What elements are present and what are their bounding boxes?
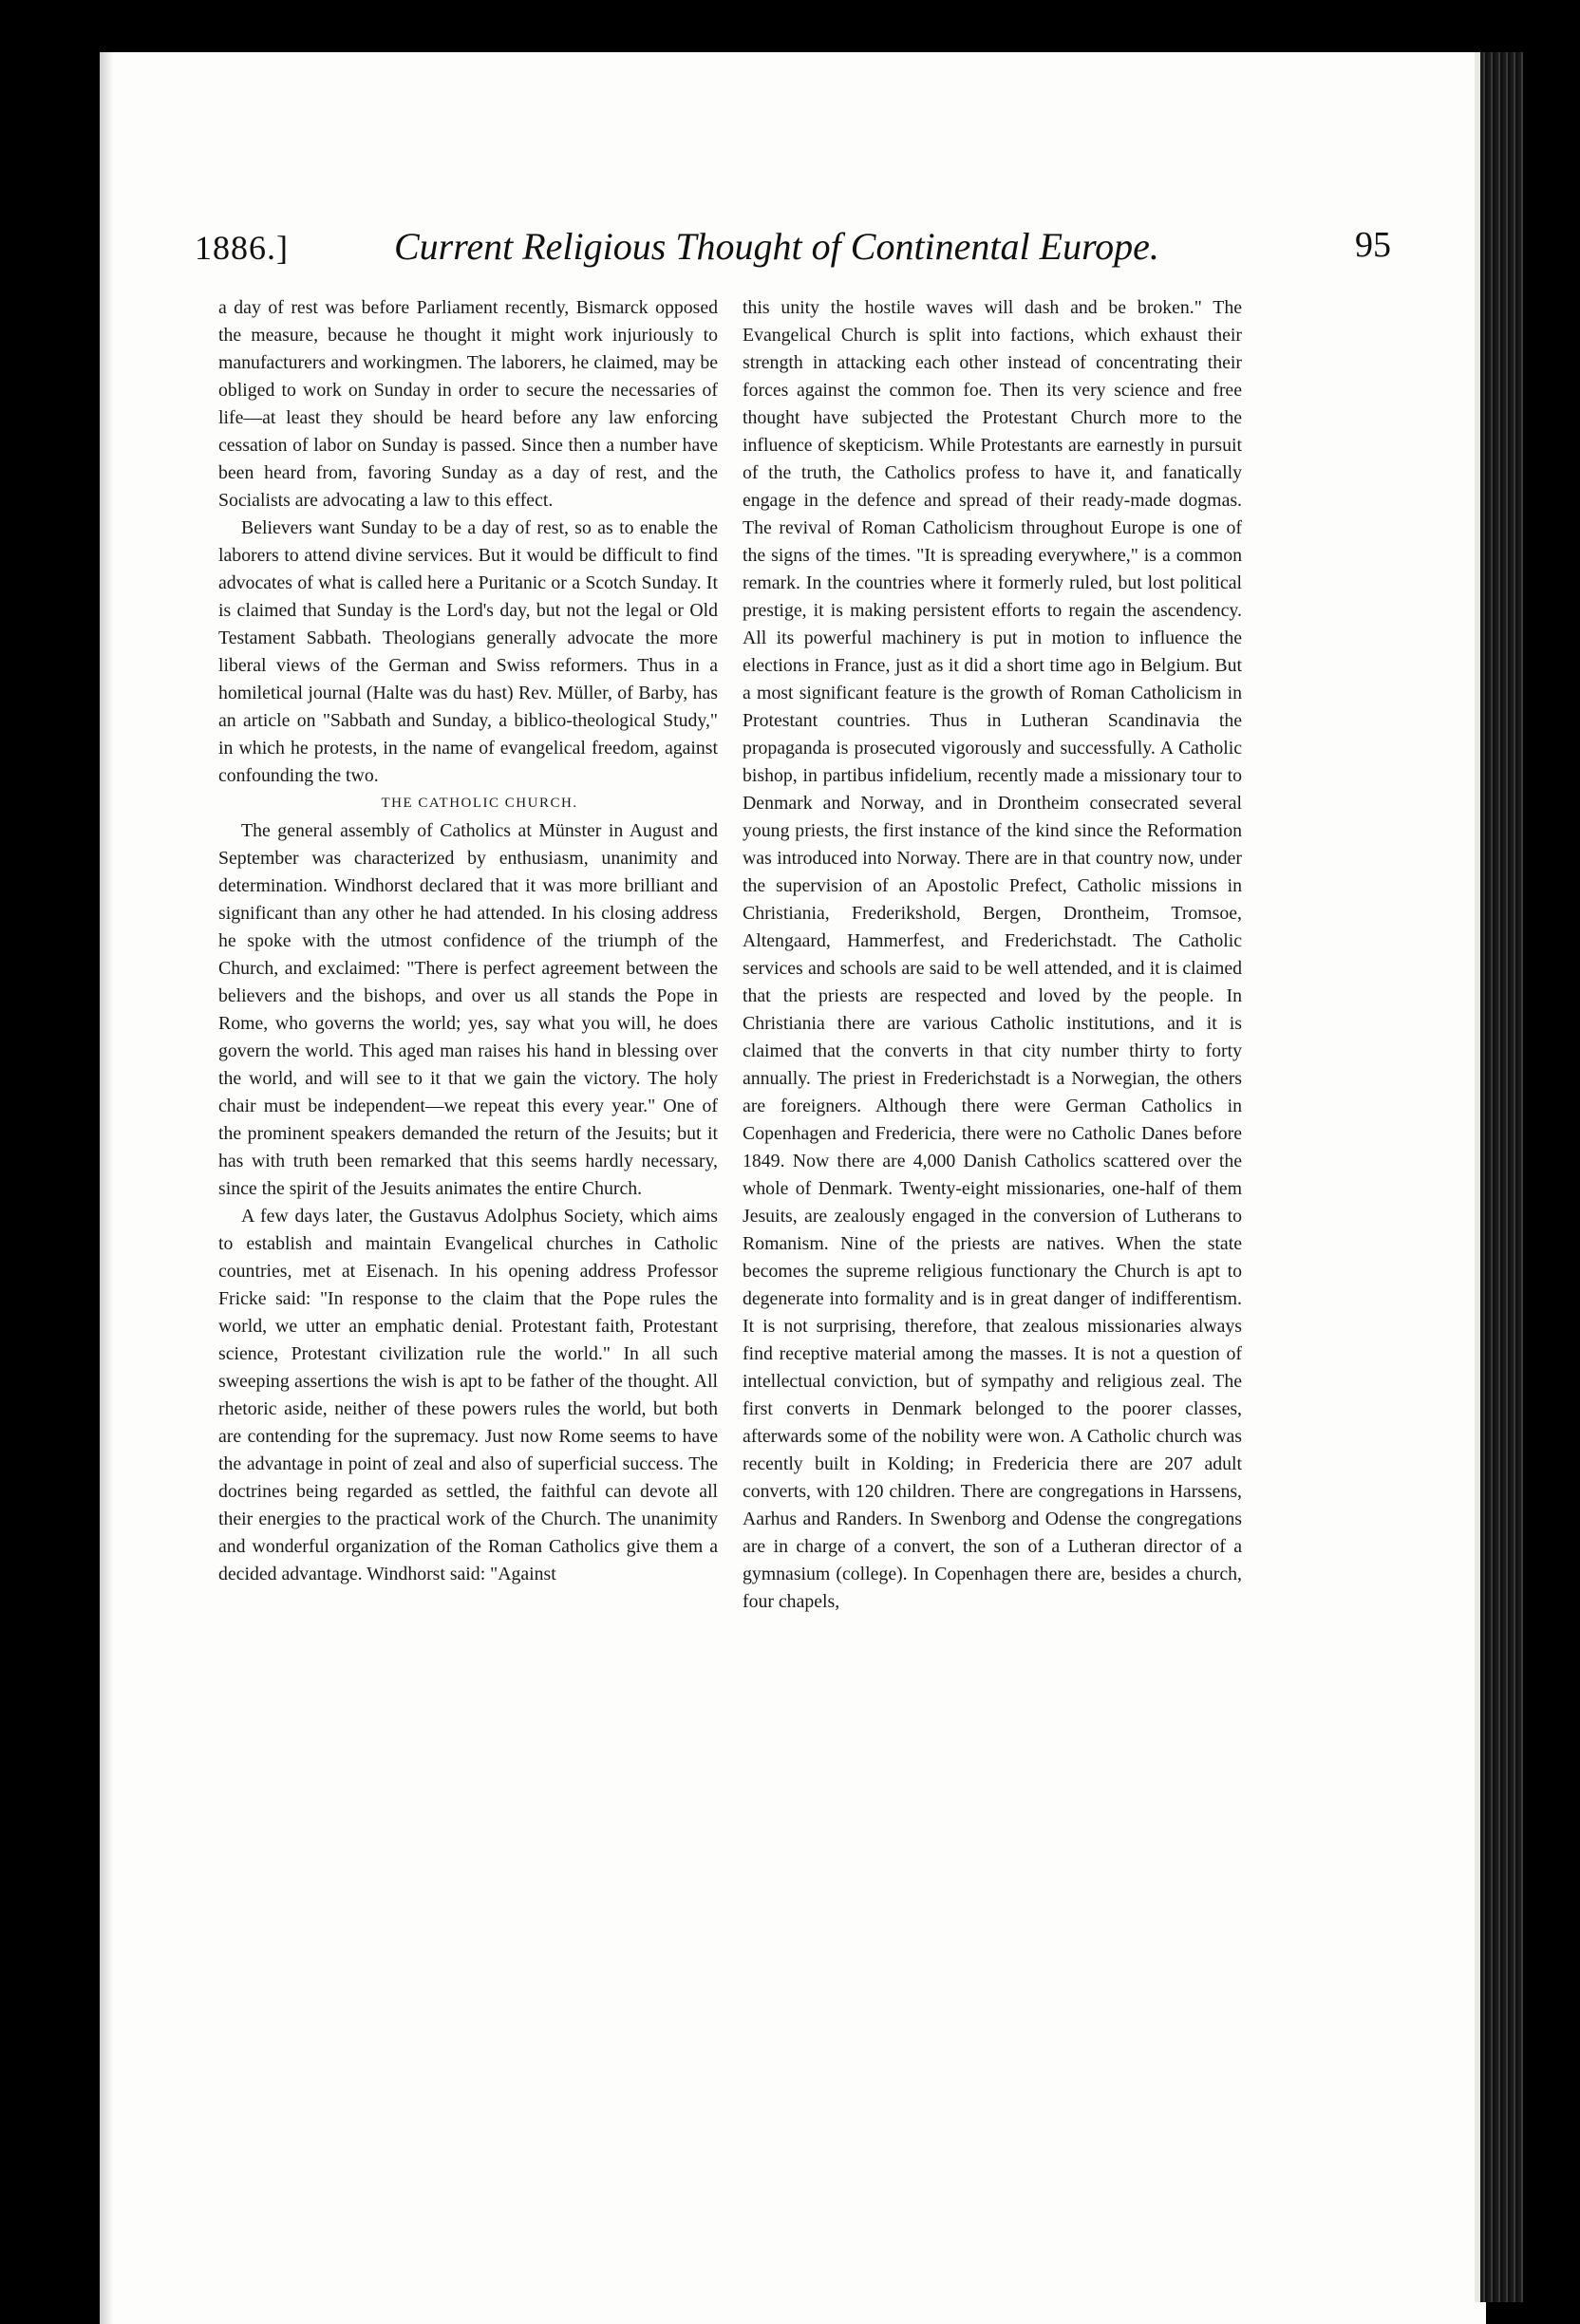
header-year: 1886.] [195,229,289,267]
page-number: 95 [1355,225,1391,265]
paragraph: The general assembly of Catholics at Münster in August and September was characterized by enthusiasm, unanimity and determination. Windhorst declared that it was more brilliant and significant than any other he had attended. In his closing address he spoke with the utmost confidence of the triumph of the Church, and exclaimed: "There is perfect agreement between the believers and the bishops, and over us all stands the Pope in Rome, who governs the world; yes, say what you will, he does govern the world. This aged man raises his hand in blessing over the world, and will see to it that we gain the victory. The holy chair must be independent—we repeat this every year." One of the prominent speakers demanded the return of the Jesuits; but it has with truth been remarked that this seems hardly necessary, since the spirit of the Jesuits animates the entire Church. [218,820,718,1199]
page-gutter-shadow [100,52,113,2324]
book-page-edges [1480,52,1523,2302]
running-header [195,225,1391,285]
paragraph: a day of rest was before Parliament recently, Bismarck opposed the measure, because he thought it might work injuriously to manufacturers and workingmen. The laborers, he claimed, may be obliged to work on Sunday in order to secure the necessaries of life—at least they should be heard before any law enforcing cessation of labor on Sunday is passed. Since then a number have been heard from, favoring Sunday as a day of rest, and the Socialists are advocating a law to this effect. [218,297,718,511]
running-title: Current Religious Thought of Continental Europe. [394,225,1159,268]
section-heading: THE CATHOLIC CHURCH. [381,796,578,811]
right-column [743,294,1242,1616]
paragraph: this unity the hostile waves will dash and be broken." The Evangelical Church is split into factions, which exhaust their strength in attacking each other instead of concentrating their forces against the common foe. Then its very science and free thought have subjected the Protestant Church more to the influence of skepticism. While Protestants are earnestly in pursuit of the truth, the Catholics profess to have it, and fanatically engage in the defence and spread of their ready-made dogmas. The revival of Roman Catholicism throughout Europe is one of the signs of the times. "It is spreading everywhere," is a common remark. In the countries where it formerly ruled, but lost political prestige, it is making persistent efforts to regain the ascendency. All its powerful machinery is put in motion to influence the elections in France, just as it did a short time ago in Belgium. But a most significant feature is the growth of Roman Catholicism in Protestant countries. Thus in Lutheran Scandinavia the propaganda is prosecuted vigorously and successfully. A Catholic bishop, in partibus infidelium, recently made a missionary tour to Denmark and Norway, and in Drontheim consecrated several young priests, the first instance of the kind since the Reformation was introduced into Norway. There are in that country now, under the supervision of an Apostolic Prefect, Catholic missions in Christiania, Frederikshold, Bergen, Drontheim, Tromsoe, Altengaard, Hammerfest, and Frederichstadt. The Catholic services and schools are said to be well attended, and it is claimed that the priests are respected and loved by the people. In Christiania there are various Catholic institutions, and it is claimed that the converts in that city number thirty to forty annually. The priest in Frederichstadt is a Norwegian, the others are foreigners. Although there were German Catholics in Copenhagen and Fredericia, there were no Catholic Danes before 1849. Now there are 4,000 Danish Catholics scattered over the whole of Denmark. Twenty-eight missionaries, one-half of them Jesuits, are zealously engaged in the conversion of Lutherans to Romanism. Nine of the priests are natives. When the state becomes the supreme religious functionary the Church is apt to degenerate into formality and is in great danger of indifferentism. It is not surprising, therefore, that zealous missionaries always find receptive material among the masses. It is not a question of intellectual conviction, but of sympathy and religious zeal. The first converts in Denmark belonged to the poorer classes, afterwards some of the nobility were won. A Catholic church was recently built in Kolding; in Fredericia there are 207 adult converts, with 120 children. There are congregations in Harssens, Aarhus and Randers. In Swenborg and Odense the congregations are in charge of a convert, the son of a Lutheran director of a gymnasium (college). In Copenhagen there are, besides a church, four chapels, [743,297,1242,1612]
paragraph: A few days later, the Gustavus Adolphus Society, which aims to establish and maintain Evangelical churches in Catholic countries, met at Eisenach. In his opening address Professor Fricke said: "In response to the claim that the Pope rules the world, we utter an emphatic denial. Protestant faith, Protestant science, Protestant civilization rule the world." In all such sweeping assertions the wish is apt to be father of the thought. All rhetoric aside, neither of these powers rules the world, but both are contending for the supremacy. Just now Rome seems to have the advantage in point of zeal and also of superficial success. The doctrines being regarded as settled, the faithful can devote all their energies to the practical work of the Church. The unanimity and wonderful organization of the Roman Catholics give them a decided advantage. Windhorst said: "Against [218,1206,718,1584]
left-column [218,294,718,1588]
paragraph: Believers want Sunday to be a day of rest, so as to enable the laborers to attend divine services. But it would be difficult to find advocates of what is called here a Puritanic or a Scotch Sunday. It is claimed that Sunday is the Lord's day, but not the legal or Old Testament Sabbath. Theologians generally advocate the more liberal views of the German and Swiss reformers. Thus in a homiletical journal (Halte was du hast) Rev. Müller, of Barby, has an article on "Sabbath and Sunday, a biblico-theological Study," in which he protests, in the name of evangelical freedom, against confounding the two. [218,517,718,786]
